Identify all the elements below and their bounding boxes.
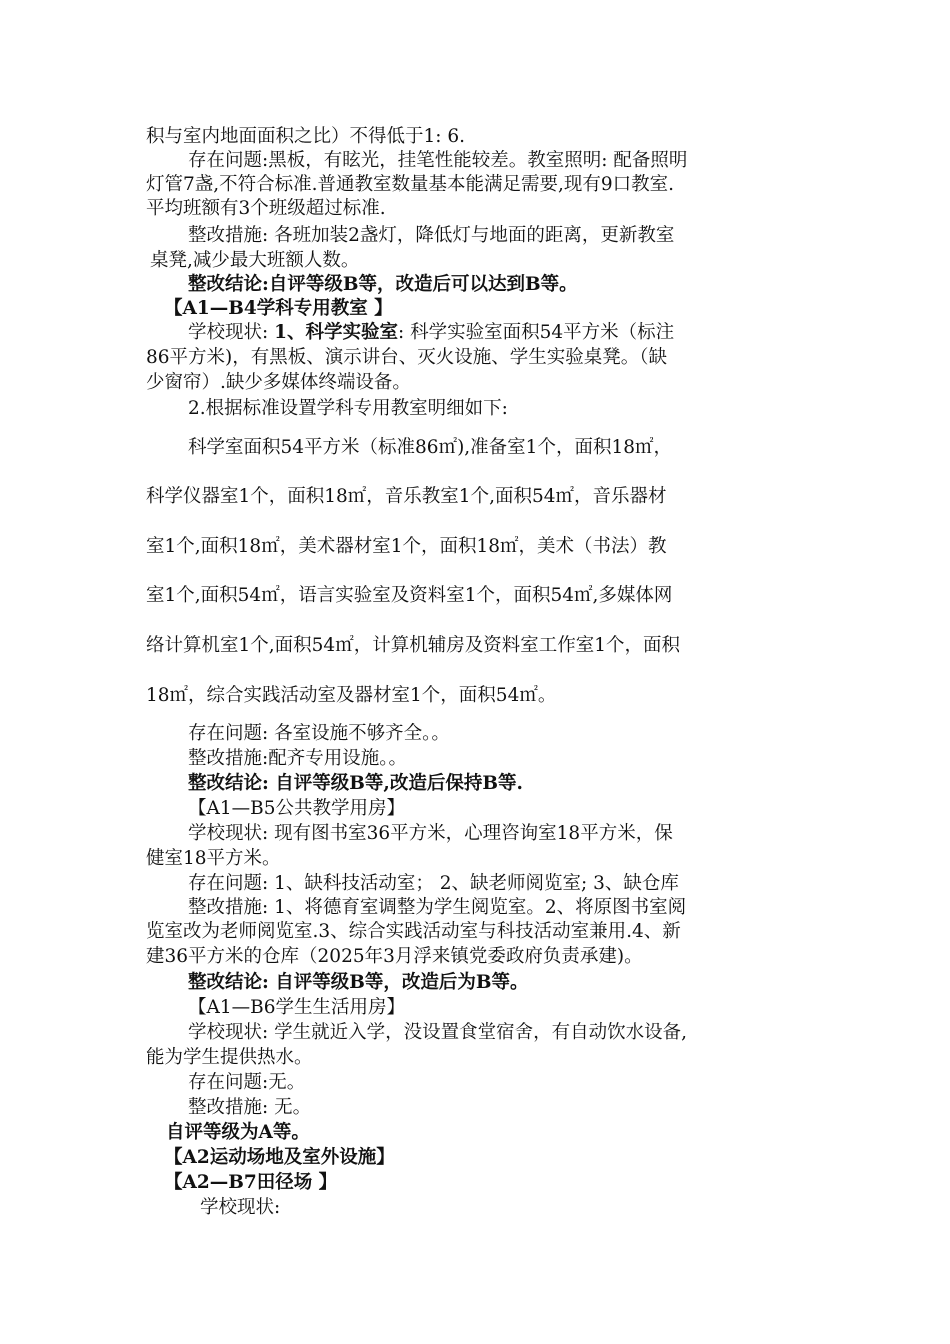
text-line: 整改措施: 各班加装2盏灯，降低灯与地面的距离，更新教室 xyxy=(188,225,675,246)
text-line: 科学室面积54平方米（标准86㎡),准备室1个，面积18㎡， xyxy=(188,437,672,458)
text-line: 86平方米)，有黑板、演示讲台、灭火设施、学生实验桌凳。（缺 xyxy=(146,347,668,368)
text-line: 科学仪器室1个，面积18㎡，音乐教室1个,面积54㎡，音乐器材 xyxy=(146,486,667,507)
text-line: 存在问题: 各室设施不够齐全。。 xyxy=(188,723,450,744)
text-line: 建36平方米的仓库（2025年3月浮来镇党委政府负责承建)。 xyxy=(146,946,643,967)
text-line: 存在问题:无。 xyxy=(188,1072,306,1093)
conclusion-heading: 整改结论: 自评等级B等,改造后保持B等. xyxy=(188,773,523,794)
text-line: 学校现状: xyxy=(200,1197,281,1218)
conclusion-heading: 整改结论: 自评等级B等，改造后为B等。 xyxy=(188,972,529,993)
section-heading: 【A1—B4学科专用教室 】 xyxy=(164,298,393,319)
text-span: : 科学实验室面积54平方米（标注 xyxy=(398,322,675,343)
text-line: 学校现状: 学生就近入学，没设置食堂宿舍，有自动饮水设备, xyxy=(188,1022,687,1043)
text-line: 积与室内地面面积之比）不得低于1: 6. xyxy=(146,126,466,147)
text-line: 存在问题: 1、缺科技活动室； 2、缺老师阅览室; 3、缺仓库 xyxy=(188,873,679,894)
text-line: 览室改为老师阅览室.3、综合实践活动室与科技活动室兼用.4、新 xyxy=(146,921,681,942)
section-heading: 【A2运动场地及室外设施】 xyxy=(164,1147,395,1168)
text-line: 存在问题:黑板，有眩光，挂笔性能较差。教室照明: 配备照明 xyxy=(188,150,688,171)
text-line: 2.根据标准设置学科专用教室明细如下: xyxy=(188,398,508,419)
text-line: 平均班额有3个班级超过标准. xyxy=(146,198,386,219)
text-line: 能为学生提供热水。 xyxy=(146,1047,313,1068)
text-line: 整改措施: 无。 xyxy=(188,1097,312,1118)
text-line: 健室18平方米。 xyxy=(146,848,281,869)
text-line: 灯管7盏,不符合标准.普通教室数量基本能满足需要,现有9口教室. xyxy=(146,174,675,195)
text-line: 室1个,面积18㎡，美术器材室1个，面积18㎡，美术（书法）教 xyxy=(146,536,667,557)
text-span: 学校现状: xyxy=(188,322,275,343)
section-heading: 【A1—B6学生生活用房】 xyxy=(188,997,405,1018)
text-line xyxy=(188,321,674,345)
text-line: 络计算机室1个,面积54㎡，计算机辅房及资料室工作室1个，面积 xyxy=(146,635,680,656)
text-line: 室1个,面积54㎡，语言实验室及资料室1个，面积54㎡,多媒体网 xyxy=(146,585,673,606)
text-line: 学校现状: 现有图书室36平方米，心理咨询室18平方米，保 xyxy=(188,823,673,844)
text-line: 整改措施: 1、将德育室调整为学生阅览室。2、将原图书室阅 xyxy=(188,897,687,918)
bold-span: 1、科学实验室 xyxy=(274,322,398,343)
text-line: 少窗帘）.缺少多媒体终端设备。 xyxy=(146,372,411,393)
text-line: 整改措施:配齐专用设施。。 xyxy=(188,748,407,769)
section-heading: 【A2—B7田径场 】 xyxy=(164,1172,338,1193)
conclusion-heading: 整改结论:自评等级B等，改造后可以达到B等。 xyxy=(188,274,578,295)
grade-heading: 自评等级为A等。 xyxy=(166,1122,310,1143)
section-heading: 【A1—B5公共教学用房】 xyxy=(188,798,405,819)
text-line: 桌凳,减少最大班额人数。 xyxy=(150,250,360,271)
text-line: 18㎡，综合实践活动室及器材室1个，面积54㎡。 xyxy=(146,685,557,706)
